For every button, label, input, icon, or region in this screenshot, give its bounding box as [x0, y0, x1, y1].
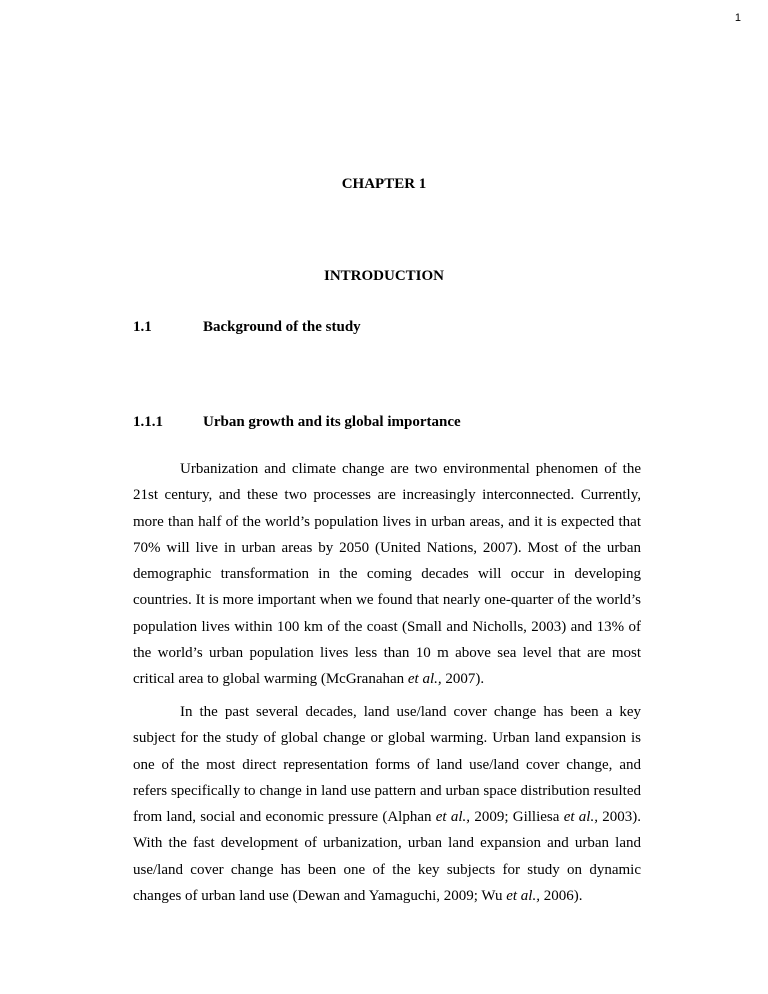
italic-run: et al.,: [563, 809, 598, 826]
page-number: 1: [734, 12, 741, 24]
section-title: Background of the study: [203, 319, 361, 335]
paragraph-urbanization: Urbanization and climate change are two environmental phenomen of the 21st century, and these two processes are increasingly interconnected. Currently, more than half of the world’s population lives in urban areas, and it is expected that 70% will live in urban areas by 2050 (United Nations, 2007). Most of the urban demographic transformation in the coming decades will occur in developing countries. It is more important when we found that nearly one-quarter of the world’s population lives within 100 km of the coast (Small and Nicholls, 2003) and 13% of the world’s urban population lives less than 10 m above sea level that are most critical area to global warming (McGranahan et al., 2007).: [133, 461, 641, 688]
paragraph-land-use: In the past several decades, land use/land cover change has been a key subject for the study of global change or global warming. Urban land expansion is one of the most direct representation forms of land use/land cover change, and refers specifically to change in land use pattern and urban space distribution resulted from land, social and economic pressure (Alphan et al., 2009; Gilliesa et al., 2003). With the fast development of urbanization, urban land expansion and urban land use/land cover change has been one of the key subjects for study on dynamic changes of urban land use (Dewan and Yamaguchi, 2009; Wu et al., 2006).: [133, 704, 642, 905]
section-number: 1.1: [133, 319, 152, 335]
subsection-title: Urban growth and its global importance: [203, 414, 461, 430]
chapter-title: INTRODUCTION: [323, 268, 444, 284]
italic-run: et al.,: [435, 809, 471, 826]
italic-run: et al.,: [506, 888, 540, 905]
italic-run: et al.,: [407, 671, 442, 688]
chapter-label: CHAPTER 1: [341, 176, 427, 192]
subsection-number: 1.1.1: [133, 414, 163, 430]
